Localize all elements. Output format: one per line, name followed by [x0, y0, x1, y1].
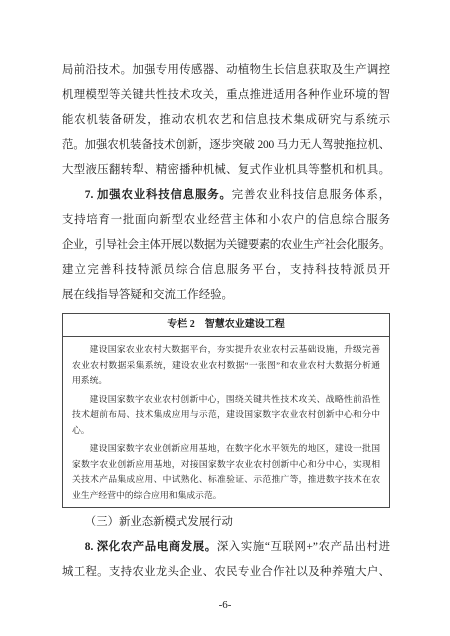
feature-box-line: 建设国家数字农业创新应用基地，在数字化水平领先的地区，建设一批国: [89, 443, 380, 453]
feature-box-line: 心。: [72, 424, 90, 435]
feature-box-line: 农业农村数据采集系统，建设农业农村数据“一张图”和农业农村大数据分析通: [72, 359, 380, 370]
feature-box-paragraph: [72, 342, 380, 389]
body-text-line: 大型液压翻转犁、精密播种机械、复式作业机具等整机和机具。: [62, 164, 390, 176]
body-text-line: [62, 183, 390, 208]
feature-box-line: 建设国家农业农村大数据平台，夯实提升农业农村云基础设施，升级完善: [89, 344, 380, 354]
body-text: 深入实施“互联网+”农产品出村进: [216, 541, 390, 553]
item-heading: 8. 深化农产品电商发展。: [84, 541, 217, 553]
feature-box-line: 家数字农业创新应用基地，对接国家数字农业农村创新中心和分中心，实现相: [72, 458, 380, 469]
body-text-line: 建立完善科技特派员综合信息服务平台，支持科技特派员开: [62, 264, 390, 276]
feature-box-paragraph: [72, 441, 380, 503]
body-text-line: 展在线指导答疑和交流工作经验。: [62, 289, 233, 301]
body-text-line: 能农机装备研发，推动农机农艺和信息技术集成研究与系统示: [62, 114, 390, 126]
feature-box-line: 关技术产品集成应用、中试熟化、标准验证、示范推广等，推进数字技术在农: [72, 474, 380, 484]
feature-box-paragraph: [72, 392, 380, 439]
body-text-line: 企业，引导社会主体开展以数据为关键要素的农业生产社会化服务。: [62, 239, 390, 251]
page-number: -6-: [218, 599, 232, 611]
section-heading: （三）新业态新模式发展行动: [84, 516, 233, 528]
feature-box: [62, 313, 390, 508]
feature-box-line: 业生产经营中的综合应用和集成示范。: [72, 489, 222, 500]
feature-box-line: 用系统。: [72, 375, 108, 385]
paragraph-item-8: [62, 535, 390, 585]
body-text-line: 支持培育一批面向新型农业经营主体和小农户的信息综合服务: [62, 214, 390, 226]
feature-box-line: 技术超前布局、技术集成应用与示范，建设国家数字农业农村创新中心和分中: [72, 409, 380, 419]
body-text-line: [62, 535, 390, 560]
paragraph-item-7: [62, 183, 390, 308]
paragraph-continued: [62, 58, 390, 183]
body-text-line: 范。加强农机装备技术创新，逐步突破 200 马力无人驾驶拖拉机、: [62, 139, 390, 151]
section-heading-block: [62, 510, 390, 535]
feature-box-title: 专栏 2 智慧农业建设工程: [63, 314, 389, 337]
feature-box-body: [63, 337, 389, 507]
item-heading: 7. 加强农业科技信息服务。: [84, 189, 232, 201]
body-text-line: 局前沿技术。加强专用传感器、动植物生长信息获取及生产调控: [62, 64, 390, 76]
body-text-line: 城工程。支持农业龙头企业、农民专业合作社以及种养殖大户、: [62, 566, 390, 578]
body-text-line: 机理模型等关键共性技术攻关，重点推进适用各种作业环境的智: [62, 89, 390, 101]
feature-box-line: 建设国家数字农业农村创新中心，围绕关键共性技术攻关、战略性前沿性: [89, 393, 380, 404]
body-text: 完善农业科技信息服务体系，: [231, 189, 390, 201]
